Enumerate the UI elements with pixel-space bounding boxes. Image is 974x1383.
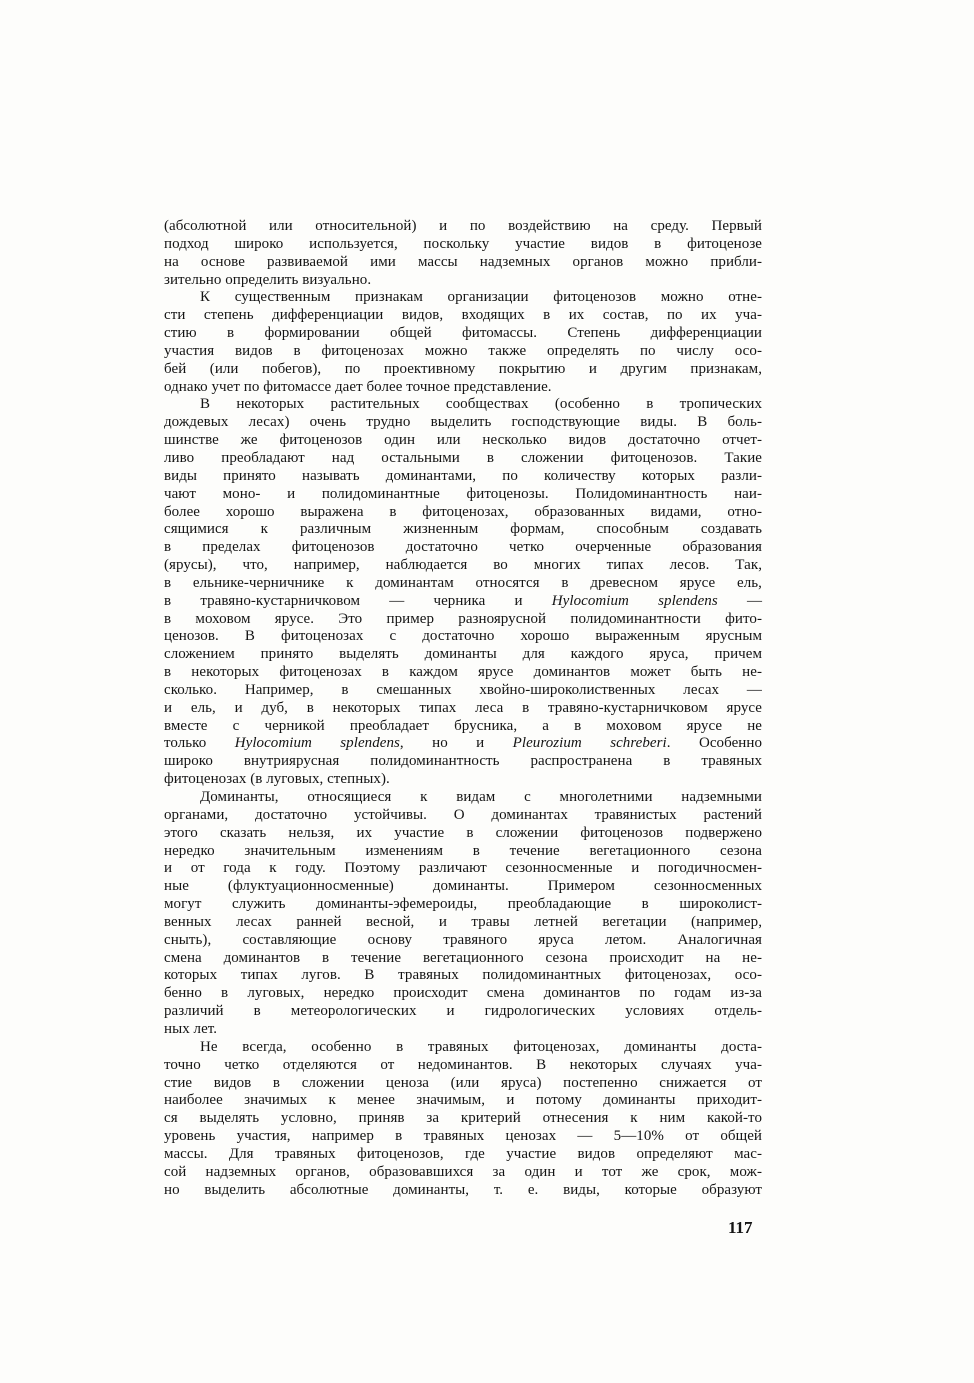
text-line: в некоторых фитоценозах в каждом ярусе доминантов может быть не- xyxy=(164,664,762,681)
text-line: вместе с черникой преобладает брусника, а в моховом ярусе не xyxy=(164,717,762,734)
text-line: виды принято называть доминантами, по количеству которых разли- xyxy=(164,467,762,484)
text-line: стию в формировании общей фитомассы. Степень дифференциации xyxy=(164,325,762,342)
paragraph xyxy=(164,1039,762,1200)
text-line: участия видов в фитоценозах можно также определять по числу осо- xyxy=(164,342,762,359)
text-line: сящимися к различным жизненным формам, способным создавать xyxy=(164,521,762,538)
text-line: (ярусы), что, например, наблюдается во многих типах лесов. Так, xyxy=(164,557,762,574)
text-line: сколько. Например, в смешанных хвойно-широколиственных лесах — xyxy=(164,681,762,698)
text-line: чают моно- и полидоминантные фитоценозы. Полидоминантность наи- xyxy=(164,485,762,502)
text-line: зительно определить визуально. xyxy=(164,271,372,288)
text-line: сныть), составляющие основу травяного яруса летом. Аналогичная xyxy=(164,931,762,948)
text-line: однако учет по фитомассе дает более точное представление. xyxy=(164,378,552,395)
text-line: сложением принято выделять доминанты для каждого яруса, причем xyxy=(164,646,762,663)
text-line: на основе развиваемой ими массы надземных органов можно прибли- xyxy=(164,253,762,270)
text-line: нередко значительным изменениям в течение вегетационного сезона xyxy=(164,842,762,859)
latin-species-name: Hylocomium splendens xyxy=(234,735,400,752)
text-line: могут служить доминанты-эфемероиды, преобладающие в широколист- xyxy=(164,896,762,913)
text-line: (абсолютной или относительной) и по воздействию на среду. Первый xyxy=(164,218,762,234)
text-line: массы. Для травяных фитоценозов, где участие видов определяют мас- xyxy=(164,1145,762,1162)
text-line: уровень участия, например в травяных ценозах — 5—10% от общей xyxy=(164,1128,762,1145)
text-line: венных лесах ранней весной, и травы летней вегетации (например, xyxy=(164,913,762,930)
text-line: в травяно-кустарничковом — черника и Hylocomium splendens — xyxy=(164,592,762,609)
text-line: смена доминантов в течение вегетационного сезона происходит на не- xyxy=(164,949,762,966)
text-line: К существенным признакам организации фитоценозов можно отне- xyxy=(200,289,762,306)
body-text xyxy=(164,218,762,1199)
text-line: подход широко используется, поскольку участие видов в фитоценозе xyxy=(164,235,762,252)
text-line: и ель, и дуб, в некоторых типах леса в травяно-кустарничковом ярусе xyxy=(164,699,762,716)
text-line: бенно в луговых, нередко происходит смена доминантов по годам из-за xyxy=(164,985,762,1002)
paragraph xyxy=(164,289,762,396)
text-line: ные (флуктуационносменные) доминанты. Примером сезонносменных xyxy=(164,878,762,895)
text-line: сой надземных органов, образовавшихся за один и тот же срок, мож- xyxy=(164,1163,762,1180)
page-number: 117 xyxy=(728,1218,753,1237)
text-line: Не всегда, особенно в травяных фитоценозах, доминанты доста- xyxy=(200,1038,762,1055)
text-line: в пределах фитоценозов достаточно четко очерченные образования xyxy=(164,539,762,556)
text-line: ся выделять условно, приняв за критерий отнесения к ним какой-то xyxy=(164,1110,762,1127)
text-line: сти степень дифференциации видов, входящих в их состав, по их уча- xyxy=(164,307,762,324)
text-line: ценозов. В фитоценозах с достаточно хорошо выраженным ярусным xyxy=(164,628,762,645)
text-line: бей (или побегов), по проективному покрытию и другим признакам, xyxy=(164,360,762,377)
text-line: ливо преобладают над остальными в сложении фитоценозов. Такие xyxy=(164,449,762,466)
text-line: и от года к году. Поэтому различают сезонносменные и погодичносмен- xyxy=(164,860,762,877)
text-line: фитоценозах (в луговых, степных). xyxy=(164,771,390,788)
latin-species-name: Pleurozium schreberi xyxy=(512,735,667,752)
text-line: шинстве же фитоценозов один или несколько видов достаточно отчет- xyxy=(164,432,762,449)
text-line: более хорошо выражена в фитоценозах, образованных видами, отно- xyxy=(164,503,762,520)
text-line: органами, достаточно устойчивы. О доминантах травянистых растений xyxy=(164,806,762,823)
text-line: ных лет. xyxy=(164,1020,218,1037)
text-line: но выделить абсолютные доминанты, т. е. виды, которые образуют xyxy=(164,1181,762,1198)
paragraph xyxy=(164,396,762,789)
text-line: только Hylocomium splendens, но и Pleurozium schreberi. Особенно xyxy=(164,735,763,752)
text-line: в моховом ярусе. Это пример разноярусной полидоминантности фито- xyxy=(164,610,762,627)
text-line: различий в метеорологических и гидрологических условиях отдель- xyxy=(164,1003,762,1020)
paragraph xyxy=(164,789,762,1039)
latin-species-name: Hylocomium splendens xyxy=(551,592,718,609)
text-line: В некоторых растительных сообществах (особенно в тропических xyxy=(200,396,762,413)
text-line: которых типах лугов. В травяных полидоминантных фитоценозах, осо- xyxy=(164,967,762,984)
text-line: в ельнике-черничнике к доминантам относятся в древесном ярусе ель, xyxy=(164,574,762,591)
text-line: широко внутриярусная полидоминантность распространена в травяных xyxy=(164,753,762,770)
text-line: наиболее значимых к менее значимым, и потому доминанты приходит- xyxy=(164,1092,762,1109)
text-line: точно четко отделяются от недоминантов. В некоторых случаях уча- xyxy=(164,1056,762,1073)
text-line: стие видов в сложении ценоза (или яруса) постепенно снижается от xyxy=(164,1074,762,1091)
paragraph xyxy=(164,218,762,289)
text-line: Доминанты, относящиеся к видам с многолетними надземными xyxy=(200,789,762,805)
text-line: дождевых лесах) очень трудно выделить господствующие виды. В боль- xyxy=(164,414,762,431)
text-line: этого сказать нельзя, их участие в сложении фитоценозов подвержено xyxy=(164,824,762,841)
